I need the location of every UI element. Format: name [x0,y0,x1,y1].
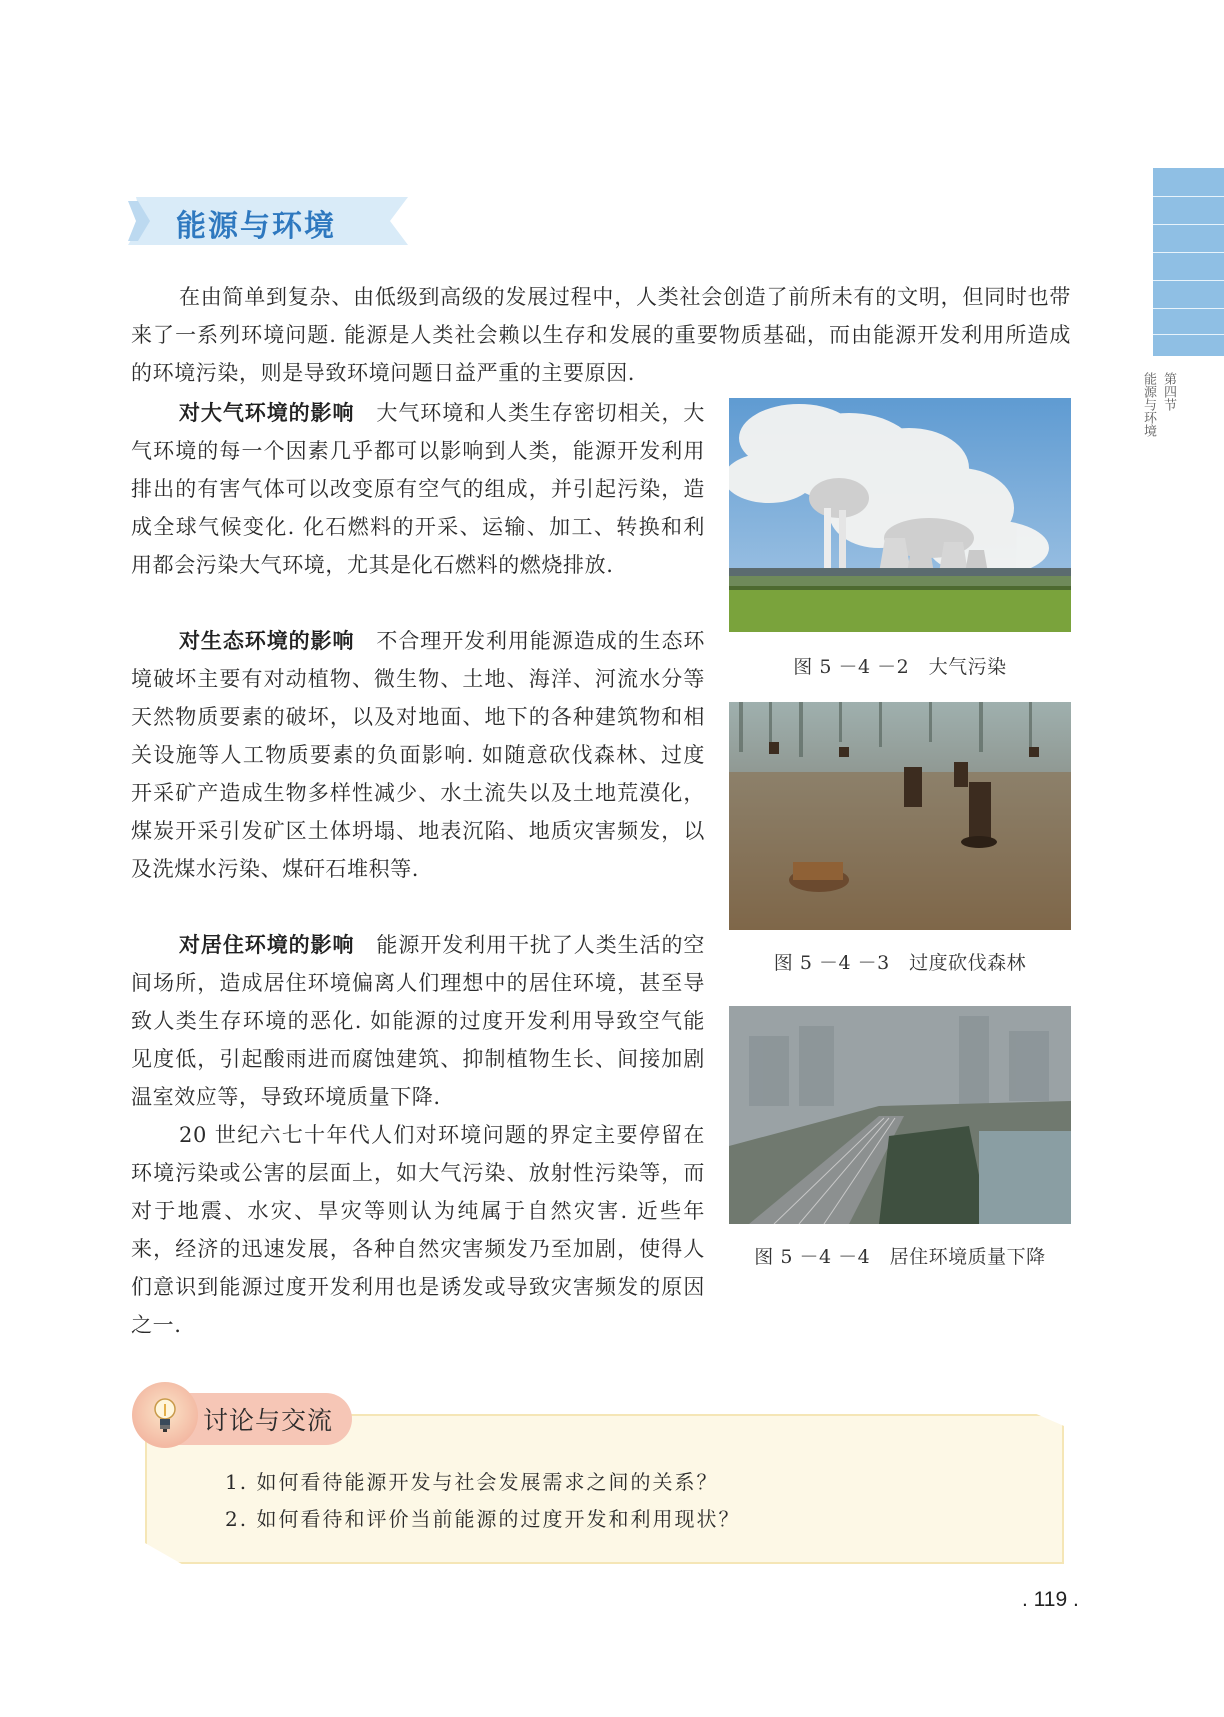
figure-air-pollution [729,398,1071,632]
section-living [131,926,705,1116]
discussion-title: 讨论与交流 [203,1406,334,1435]
section-title: 能源与环境 [176,209,336,244]
section-air [131,394,705,584]
figure-living-environment [729,1006,1071,1224]
discussion-question: 2. 如何看待和评价当前能源的过度开发和利用现状？ [225,1507,741,1531]
section-heading: 对居住环境的影响 [179,933,355,957]
chapter-side-tab [1153,168,1224,356]
section-heading: 对大气环境的影响 [179,401,355,425]
lightbulb-icon [132,1382,198,1448]
figure-caption: 图 5 －4 －2 大气污染 [793,656,1007,678]
closing-paragraph: 20 世纪六七十年代人们对环境问题的界定主要停留在环境污染或公害的层面上，如大气污染、放射性污染等，而对于地震、水灾、旱灾等则认为纯属于自然灾害. 近些年来，经济的迅速发展，各种自然灾害频发乃至加剧，使得人们意识到能源过度开发利用也是诱发或导致灾害频发的原因之一. [131,1123,705,1337]
figure-caption: 图 5 －4 －3 过度砍伐森林 [773,952,1027,974]
discussion-question: 1. 如何看待能源开发与社会发展需求之间的关系？ [225,1470,719,1494]
side-tab-label [1141,372,1178,437]
section-title-ribbon [128,197,408,245]
section-eco [131,622,705,888]
section-text: 能源开发利用干扰了人类生活的空间场所，造成居住环境偏离人们理想中的居住环境，甚至导致人类生存环境的恶化. 如能源的过度开发利用导致空气能见度低，引起酸雨进而腐蚀建筑、抑制植物生长、间接加剧温室效应等，导致环境质量下降. [131,933,705,1109]
side-tab-topic: 能源与环境 [1141,372,1156,437]
side-tab-section: 第四节 [1161,372,1176,411]
section-text: 大气环境和人类生存密切相关，大气环境的每一个因素几乎都可以影响到人类，能源开发利用排出的有害气体可以改变原有空气的组成，并引起污染，造成全球气候变化. 化石燃料的开采、运输、加工、转换和利用都会污染大气环境，尤其是化石燃料的燃烧排放. [131,401,705,577]
section-text: 不合理开发利用能源造成的生态环境破坏主要有对动植物、微生物、土地、海洋、河流水分等天然物质要素的破坏，以及对地面、地下的各种建筑物和相关设施等人工物质要素的负面影响. 如随意砍伐森林、过度开采矿产造成生物多样性减少、水土流失以及土地荒漠化，煤炭开采引发矿区土体坍塌、地表沉陷、地质灾害频发，以及洗煤水污染、煤矸石堆积等. [131,629,705,881]
figure-caption: 图 5 －4 －4 居住环境质量下降 [754,1246,1046,1268]
section-heading: 对生态环境的影响 [179,629,355,653]
intro-paragraph: 在由简单到复杂、由低级到高级的发展过程中，人类社会创造了前所未有的文明，但同时也带来了一系列环境问题. 能源是人类社会赖以生存和发展的重要物质基础，而由能源开发利用所造成的环境污染，则是导致环境问题日益严重的主要原因. [131,285,1071,385]
figure-deforestation [729,702,1071,930]
page-number: . 119 . [1022,1588,1079,1611]
